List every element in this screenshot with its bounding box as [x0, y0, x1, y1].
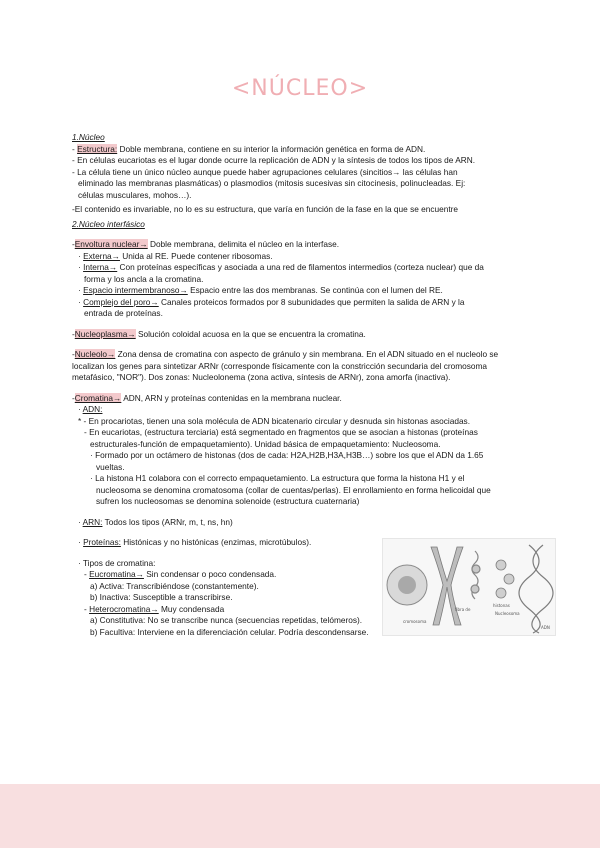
nucleolo-line: -Nucleolo→ Zona densa de cromatina con aspecto de gránulo y sin membrana. En el ADN situado en el nucleolo se — [72, 349, 499, 359]
envoltura-text: Doble membrana, delimita el núcleo en la interfase. — [147, 239, 340, 249]
arn-text: Todos los tipos (ARNr, m, t, ns, hn) — [102, 516, 233, 527]
nucleo-line-2: - En células eucariotas es el lugar donde ocurre la replicación de ADN y la síntesis de todos los tipos de ARN. — [72, 155, 476, 165]
nucleolo-line-3: metafásico, "NOR"). Dos zonas: Nucleolonema (zona activa, síntesis de ARNr), zona amorfa (inactiva). — [72, 372, 451, 382]
heterocromatina-b: b) Facultiva: Interviene en la diferenciación celular. Podría descondensarse. — [90, 626, 369, 637]
heterocromatina-key: Heterocromatina→ — [89, 603, 159, 614]
adn-line-3: estructurales-función de empaquetamiento). Unidad básica de empaquetamiento: Nucleosoma. — [90, 438, 441, 449]
figure-label-fibra: fibra de — [455, 607, 471, 612]
section-heading-2: 2.Núcleo interfásico — [72, 218, 145, 229]
nucleoplasma-line: -Nucleoplasma→ Solución coloidal acuosa en la que se encuentra la cromatina. — [72, 328, 366, 339]
arn-key: ARN: — [82, 516, 103, 527]
arn-line: · ARN: Todos los tipos (ARNr, m, t, ns, hn) — [78, 516, 233, 527]
espacio-text: Espacio entre las dos membranas. Se continúa con el lumen del RE. — [187, 285, 443, 295]
externa-text: Unida al RE. Puede contener ribosomas. — [119, 250, 273, 261]
adn-line-4: · Formado por un octámero de histonas (dos de cada: H2A,H2B,H3A,H3B…) sobre los que el ADN da 1.65 — [90, 450, 484, 460]
adn-line-5: vueltas. — [96, 461, 125, 472]
externa-key: Externa→ — [83, 250, 120, 261]
figure-label-cromosoma: cromosoma — [403, 619, 427, 624]
proteinas-text: Histónicas y no histónicas (enzimas, microtúbulos). — [120, 537, 312, 547]
heterocromatina-a: a) Constitutiva: No se transcribe nunca (secuencias repetidas, telómeros). — [90, 615, 363, 625]
nucleolo-text: Zona densa de cromatina con aspecto de gránulo y sin membrana. En el ADN situado en el nucleolo se — [115, 349, 499, 359]
adn-line-1: * - En procariotas, tienen una sola molécula de ADN bicatenario circular y desnuda sin histonas asociadas. — [78, 415, 471, 426]
figure-label-nucleosoma: Nucleosoma — [495, 611, 520, 616]
envoltura-line: -Envoltura nuclear→ Doble membrana, delimita el núcleo en la interfase. — [72, 239, 340, 249]
nucleo-line-6: -El contenido es invariable, no lo es su estructura, que varía en función de la fase en la que se encuentre — [72, 204, 459, 214]
nucleo-line-5: células musculares, mohos…). — [78, 189, 192, 200]
eucromatina-b: b) Inactiva: Susceptible a transcribirse. — [90, 592, 233, 602]
page-title: <NÚCLEO> — [231, 76, 369, 101]
tipos-line: · Tipos de cromatina: — [78, 557, 156, 568]
proteinas-key: Proteínas: — [83, 537, 121, 547]
adn-line: · ADN: — [78, 404, 103, 414]
figure-label-adn: ADN — [541, 625, 550, 630]
interna-key: Interna→ — [83, 262, 118, 272]
cromatina-line: -Cromatina→ ADN, ARN y proteínas contenidas en la membrana nuclear. — [72, 392, 342, 403]
eucromatina-key: Eucromatina→ — [89, 569, 144, 579]
adn-line-2: - En eucariotas, (estructura terciaria) está segmentado en fragmentos que se asocian a histonas (proteínas — [84, 427, 478, 437]
interna-line: · Interna→ Con proteínas específicas y asociada a una red de filamentos intermedios (corteza nuclear) que da — [78, 262, 484, 272]
interna-line-2: forma y los ancla a la cromatina. — [84, 273, 204, 284]
espacio-line: · Espacio intermembranoso→ Espacio entre las dos membranas. Se continúa con el lumen del RE. — [78, 285, 443, 295]
nucleoplasma-text: Solución coloidal acuosa en la que se encuentra la cromatina. — [135, 328, 366, 339]
espacio-key: Espacio intermembranoso→ — [83, 285, 188, 295]
nucleo-line-3: - La célula tiene un único núcleo aunque puede haber agrupaciones celulares (sincitios→ las células han — [72, 166, 458, 177]
eucromatina-a: a) Activa: Transcribiéndose (constantemente). — [90, 580, 259, 591]
nucleoplasma-key: Nucleoplasma→ — [74, 328, 136, 339]
nucleolus-shape — [398, 576, 416, 594]
proteinas-line: · Proteínas: Histónicas y no histónicas (enzimas, microtúbulos). — [78, 537, 312, 547]
chromosome-shape — [431, 547, 463, 625]
complejo-text: Canales proteicos formados por 8 subunidades que permiten la salida de ARN y la — [158, 296, 465, 307]
complejo-line: · Complejo del poro→ Canales proteicos formados por 8 subunidades que permiten la salida de ARN y la — [78, 296, 465, 307]
section-heading-1: 1.Núcleo — [72, 132, 105, 142]
chromatin-figure — [382, 538, 556, 636]
heterocromatina-line: - Heterocromatina→ Muy condensada — [84, 603, 225, 614]
footer-band — [0, 784, 600, 848]
adn-key: ADN: — [82, 404, 103, 414]
interna-text: Con proteínas específicas y asociada a una red de filamentos intermedios (corteza nuclear) que da — [117, 262, 484, 272]
heterocromatina-text: Muy condensada — [158, 603, 225, 614]
dna-helix-shape — [519, 545, 553, 633]
nucleolo-line-2: localizan los genes para sintetizar ARNr (corresponde físicamente con la constricción secundaria del cromosoma — [72, 360, 488, 371]
figure-label-histonas: histonas — [493, 603, 510, 608]
eucromatina-text: Sin condensar o poco condensada. — [143, 569, 277, 579]
nucleo-line-4: eliminado las membranas plasmáticas) o plasmodios (mitosis sucesivas sin citocinesis, polinucleadas. Ej: — [78, 178, 466, 188]
estructura-line: - Estructura: Doble membrana, contiene en su interior la información genética en forma de ADN. — [72, 143, 426, 154]
chromatin-illustration — [383, 539, 555, 635]
adn-line-8: sufren los nucleosomas se denomina solenoide (estructura cuaternaria) — [96, 496, 360, 506]
envoltura-key: Envoltura nuclear→ — [74, 239, 148, 249]
nucleosome-shape — [496, 560, 514, 598]
externa-line: · Externa→ Unida al RE. Puede contener ribosomas. — [78, 250, 273, 261]
complejo-key: Complejo del poro→ — [83, 296, 159, 307]
estructura-key: Estructura: — [77, 143, 118, 154]
adn-line-6: · La histona H1 colabora con el correcto empaquetamiento. La estructura que forma la histona H1 y el — [90, 473, 465, 483]
cromatina-text: ADN, ARN y proteínas contenidas en la membrana nuclear. — [121, 392, 342, 403]
nucleolo-key: Nucleolo→ — [74, 349, 116, 359]
fiber-shape — [471, 551, 480, 599]
adn-line-7: nucleosoma se denomina cromatosoma (collar de cuentas/perlas). El enrollamiento en forma helicoidal que — [96, 484, 491, 495]
eucromatina-line: - Eucromatina→ Sin condensar o poco condensada. — [84, 569, 277, 579]
cromatina-key: Cromatina→ — [74, 392, 122, 403]
complejo-line-2: entrada de proteínas. — [84, 308, 163, 318]
estructura-text: Doble membrana, contiene en su interior la información genética en forma de ADN. — [117, 143, 426, 154]
